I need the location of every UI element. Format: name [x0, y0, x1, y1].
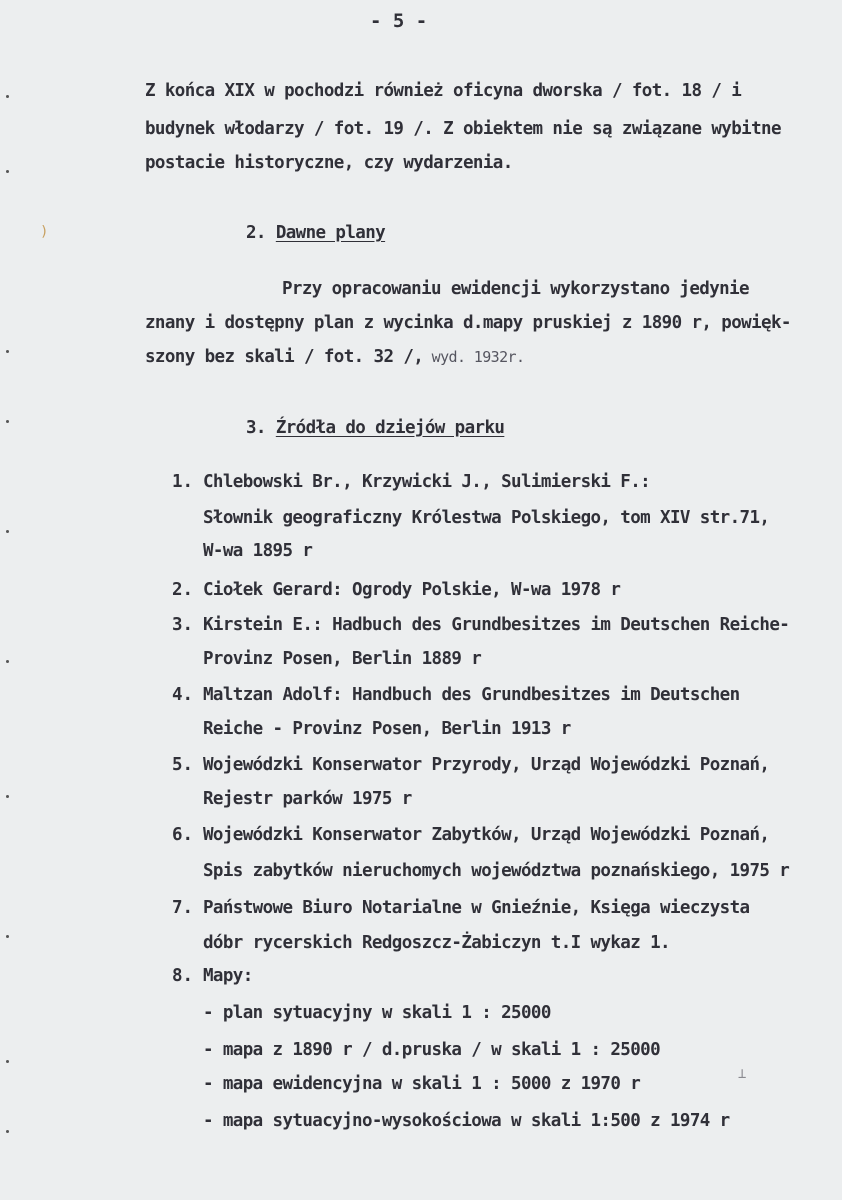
pencil-scribble-mark: ⊥ [738, 1066, 747, 1082]
section3-heading [246, 417, 504, 439]
margin-mark [6, 935, 9, 938]
source-6-line-1: Wojewódzki Konserwator Zabytków, Urząd Wojewódzki Poznań, [203, 825, 770, 845]
intro-line-3: postacie historyczne, czy wydarzenia. [145, 153, 513, 173]
source-1-line-2: Słownik geograficzny Królestwa Polskiego, tom XIV str.71, [203, 508, 770, 528]
section2-line-1: Przy opracowaniu ewidencji wykorzystano jedynie [282, 279, 749, 299]
section2-line-2-text: znany i dostępny plan z wycinka d.mapy pruskiej z 1890 r, powię [145, 313, 771, 333]
source-3-line-2: Provinz Posen, Berlin 1889 r [203, 649, 482, 669]
section2-line-2-end: k- [770, 313, 791, 333]
source-6-line-2: Spis zabytków nieruchomych województwa poznańskiego, 1975 r [203, 861, 790, 881]
margin-mark [6, 1130, 9, 1133]
section2-line-2 [145, 312, 791, 334]
source-3-line-1: Kirstein E.: Hadbuch des Grundbesitzes im Deutschen Reiche- [203, 615, 790, 635]
source-5-line-1: Wojewódzki Konserwator Przyrody, Urząd Wojewódzki Poznań, [203, 755, 770, 775]
map-item: - plan sytuacyjny w skali 1 : 25000 [203, 1003, 551, 1023]
section2-number: 2. [246, 223, 266, 243]
intro-line-1: Z końca XIX w pochodzi również oficyna dworska / fot. 18 / i [145, 81, 742, 101]
source-number: 1. [172, 472, 194, 492]
source-number: 3. [172, 615, 194, 635]
handwritten-edition-note: wyd. 1932r. [423, 348, 525, 366]
map-item: - mapa sytuacyjno-wysokościowa w skali 1:500 z 1974 r [203, 1111, 730, 1131]
section3-title: Źródła do dziejów parku [275, 418, 505, 438]
source-number: 7. [172, 898, 194, 918]
section2-heading [246, 222, 385, 244]
margin-mark [6, 170, 9, 173]
section2-line-3-text: szony bez skali / fot. 32 /, [145, 347, 424, 367]
map-item: - mapa z 1890 r / d.pruska / w skali 1 : 25000 [203, 1040, 661, 1060]
map-item: - mapa ewidencyjna w skali 1 : 5000 z 1970 r [203, 1074, 641, 1094]
margin-mark [6, 95, 9, 98]
source-7-line-1: Państwowe Biuro Notarialne w Gnieźnie, Księga wieczysta [203, 898, 750, 918]
source-5-line-2: Rejestr parków 1975 r [203, 789, 412, 809]
source-number: 8. [172, 966, 194, 986]
margin-mark [6, 350, 9, 353]
source-number: 6. [172, 825, 194, 845]
section2-line-3 [145, 346, 524, 368]
source-number: 2. [172, 580, 194, 600]
source-2-line-1: Ciołek Gerard: Ogrody Polskie, W-wa 1978 r [203, 580, 621, 600]
source-4-line-1: Maltzan Adolf: Handbuch des Grundbesitzes im Deutschen [203, 685, 740, 705]
source-number: 5. [172, 755, 194, 775]
margin-mark [6, 1060, 9, 1063]
intro-line-2: budynek włodarzy / fot. 19 /. Z obiektem nie są związane wybitne [145, 119, 781, 139]
page-number: - 5 - [370, 10, 428, 32]
margin-mark [6, 530, 9, 533]
source-4-line-2: Reiche - Provinz Posen, Berlin 1913 r [203, 719, 571, 739]
source-7-line-2: dóbr rycerskich Redgoszcz-Żabiczyn t.I wykaz 1. [203, 933, 670, 953]
source-number: 4. [172, 685, 194, 705]
margin-mark [6, 795, 9, 798]
source-1-line-3: W-wa 1895 r [203, 541, 313, 561]
margin-mark [6, 420, 9, 423]
section3-number: 3. [246, 418, 266, 438]
source-1-line-1: Chlebowski Br., Krzywicki J., Sulimierski F.: [203, 472, 651, 492]
section2-title: Dawne plany [275, 223, 386, 243]
margin-pencil-mark: ) [40, 224, 49, 240]
source-8-line-1: Mapy: [203, 966, 253, 986]
margin-mark [6, 660, 9, 663]
